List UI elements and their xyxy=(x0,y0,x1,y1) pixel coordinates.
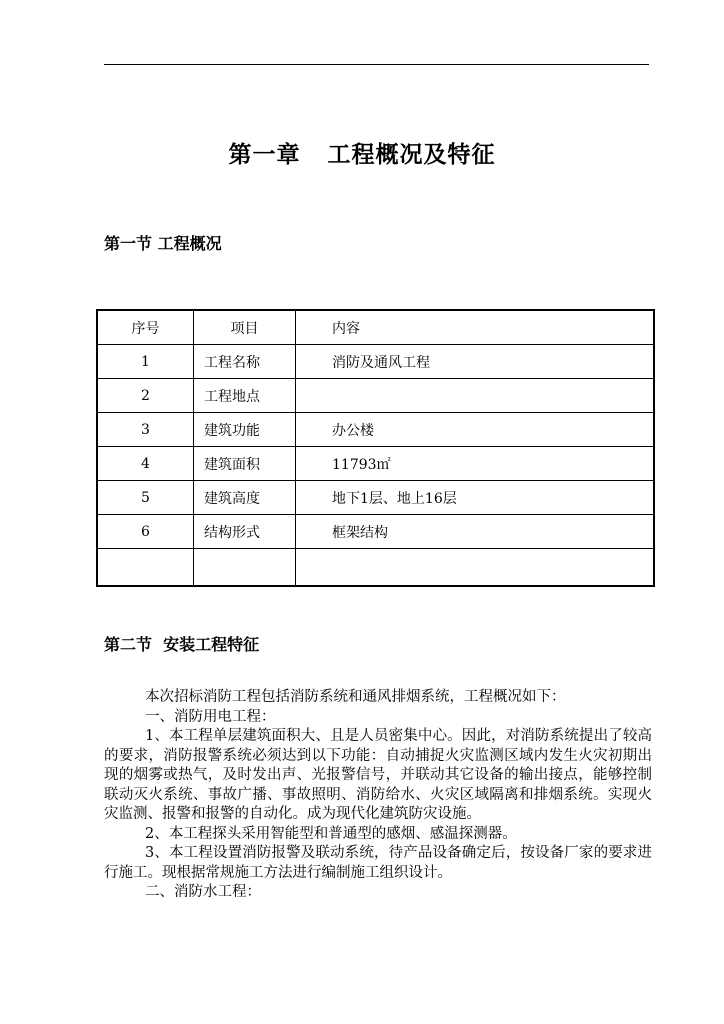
cell-index: 6 xyxy=(97,515,194,549)
paragraph-heading-water: 二、消防水工程： xyxy=(145,884,261,900)
cell-index: 1 xyxy=(97,345,194,379)
cell-index: 4 xyxy=(97,447,194,481)
cell-index xyxy=(97,549,194,587)
cell-content: 11793㎡ xyxy=(296,447,655,481)
section-title-overview: 第一节 工程概况 xyxy=(104,234,222,253)
cell-item: 建筑面积 xyxy=(194,447,296,481)
table-row xyxy=(97,481,654,515)
cell-content xyxy=(296,379,655,413)
cell-item: 工程地点 xyxy=(194,379,296,413)
cell-content xyxy=(296,549,655,587)
cell-index: 3 xyxy=(97,413,194,447)
section-title-features: 第二节 安装工程特征 xyxy=(104,635,260,654)
table-header-row xyxy=(97,310,654,345)
cell-content: 办公楼 xyxy=(296,413,655,447)
chapter-title: 第一章 工程概况及特征 xyxy=(228,142,496,168)
table-row xyxy=(97,345,654,379)
table-row xyxy=(97,515,654,549)
cell-content: 消防及通风工程 xyxy=(296,345,655,379)
cell-index: 5 xyxy=(97,481,194,515)
paragraph-item-3: 3、本工程设置消防报警及联动系统，待产品设备确定后，按设备厂家的要求进行施工。现根据常规施工方法进行编制施工组织设计。 xyxy=(104,845,652,881)
cell-item: 建筑高度 xyxy=(194,481,296,515)
cell-content: 地下1层、地上16层 xyxy=(296,481,655,515)
header-cell-index: 序号 xyxy=(97,310,194,345)
header-cell-item: 项目 xyxy=(194,310,296,345)
project-overview-table xyxy=(96,309,655,587)
table-row xyxy=(97,379,654,413)
cell-content: 框架结构 xyxy=(296,515,655,549)
cell-item xyxy=(194,549,296,587)
cell-item: 建筑功能 xyxy=(194,413,296,447)
paragraph-intro: 本次招标消防工程包括消防系统和通风排烟系统，工程概况如下： xyxy=(145,689,566,705)
cell-index: 2 xyxy=(97,379,194,413)
table-row xyxy=(97,413,654,447)
paragraph-heading-electrical: 一、消防用电工程： xyxy=(145,708,276,725)
cell-item: 工程名称 xyxy=(194,345,296,379)
paragraph-item-1: 1、本工程单层建筑面积大、且是人员密集中心。因此，对消防系统提出了较高的要求，消防报警系统必须达到以下功能：自动捕捉火灾监测区域内发生火灾初期出现的烟雾或热气，及时发出声、光报警信号，并联动其它设备的输出接点，能够控制联动灭火系统、事故广播、事故照明、消防给水、火灾区域隔离和排烟系统。实现火灾监测、报警和报警的自动化。成为现代化建筑防灾设施。 xyxy=(104,728,652,822)
paragraph-item-2: 2、本工程探头采用智能型和普通型的感烟、感温探测器。 xyxy=(145,825,517,842)
cell-item: 结构形式 xyxy=(194,515,296,549)
body-text xyxy=(104,688,652,903)
table-row xyxy=(97,447,654,481)
header-cell-content: 内容 xyxy=(296,310,655,345)
header-rule xyxy=(104,64,649,65)
table-row-empty xyxy=(97,549,654,587)
